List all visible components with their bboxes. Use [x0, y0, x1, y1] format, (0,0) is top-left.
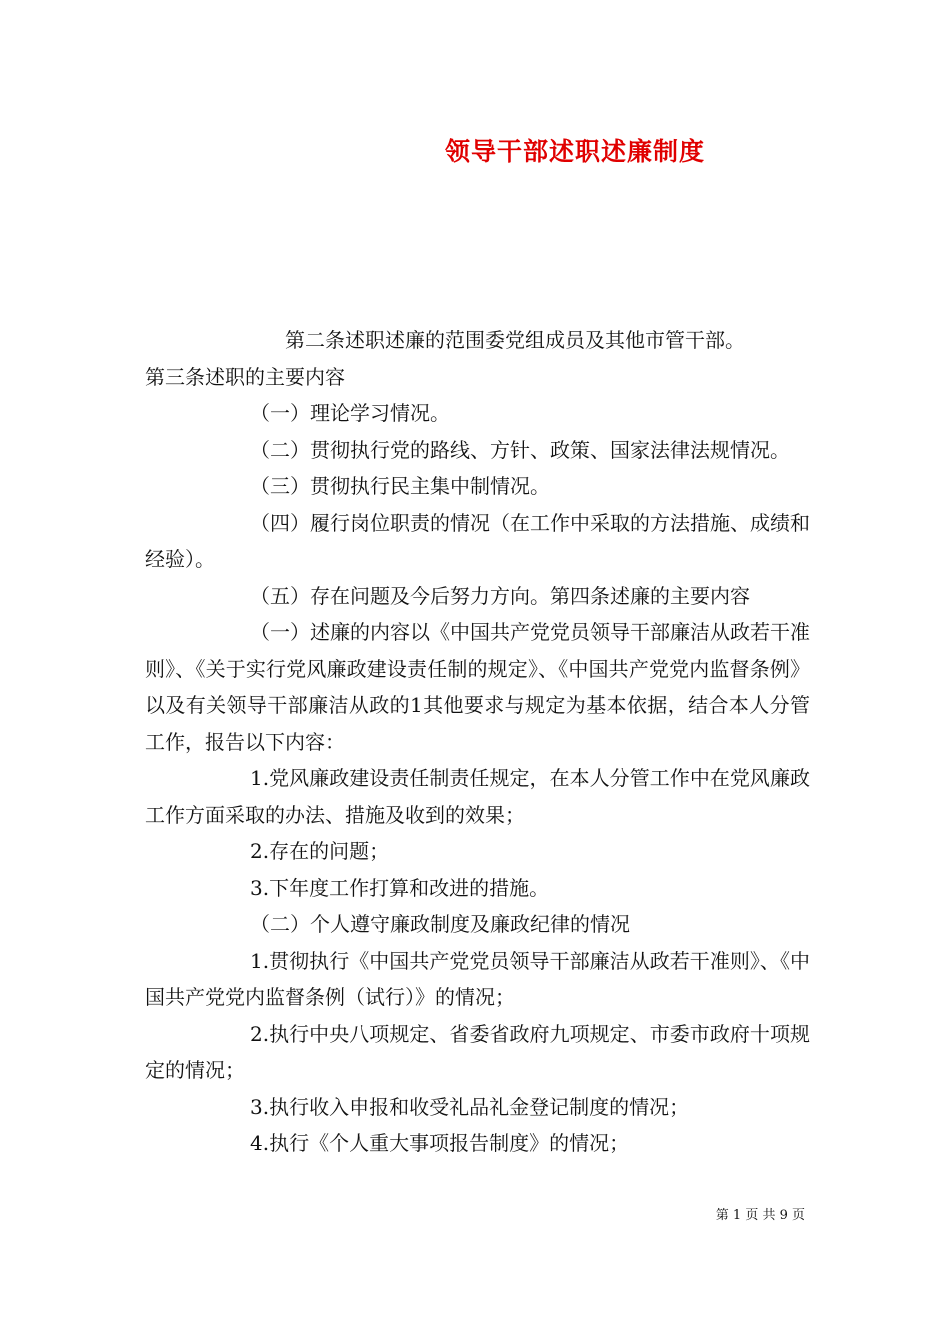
paragraph: （三）贯彻执行民主集中制情况。 — [250, 474, 550, 498]
paragraph: 1.贯彻执行《中国共产党党员领导干部廉洁从政若干准则》、《中国共产党党内监督条例（试行）》的情况； — [145, 948, 810, 1009]
paragraph: （一）述廉的内容以《中国共产党党员领导干部廉洁从政若干准则》、《关于实行党风廉政建设责任制的规定》、《中国共产党党内监督条例》以及有关领导干部廉洁从政的1其他要求与规定为基本依据，结合本人分管工作，报告以下内容： — [145, 620, 810, 754]
paragraph: 4.执行《个人重大事项报告制度》的情况； — [250, 1131, 630, 1155]
paragraph: 1.党风廉政建设责任制责任规定，在本人分管工作中在党风廉政工作方面采取的办法、措施及收到的效果； — [145, 766, 810, 827]
paragraph: （二）个人遵守廉政制度及廉政纪律的情况 — [250, 912, 630, 936]
paragraph: （四）履行岗位职责的情况（在工作中采取的方法措施、成绩和经验）。 — [145, 510, 810, 571]
document-title: 领导干部述职述廉制度 — [444, 137, 705, 166]
page-number: 第 1 页 共 9 页 — [715, 1208, 805, 1223]
paragraph: 3.下年度工作打算和改进的措施。 — [250, 875, 550, 900]
paragraph: 3.执行收入申报和收受礼品礼金登记制度的情况； — [250, 1094, 690, 1119]
paragraph: （一）理论学习情况。 — [250, 401, 450, 425]
paragraph: （五）存在问题及今后努力方向。第四条述廉的主要内容 — [250, 583, 750, 608]
paragraph: 2.存在的问题； — [250, 839, 390, 863]
paragraph: 第二条述职述廉的范围委党组成员及其他市管干部。 — [285, 328, 745, 352]
paragraph: 第三条述职的主要内容 — [145, 364, 345, 389]
document-body — [145, 322, 810, 1162]
paragraph: （二）贯彻执行党的路线、方针、政策、国家法律法规情况。 — [250, 437, 790, 462]
paragraph: 2.执行中央八项规定、省委省政府九项规定、市委市政府十项规定的情况； — [145, 1021, 810, 1082]
